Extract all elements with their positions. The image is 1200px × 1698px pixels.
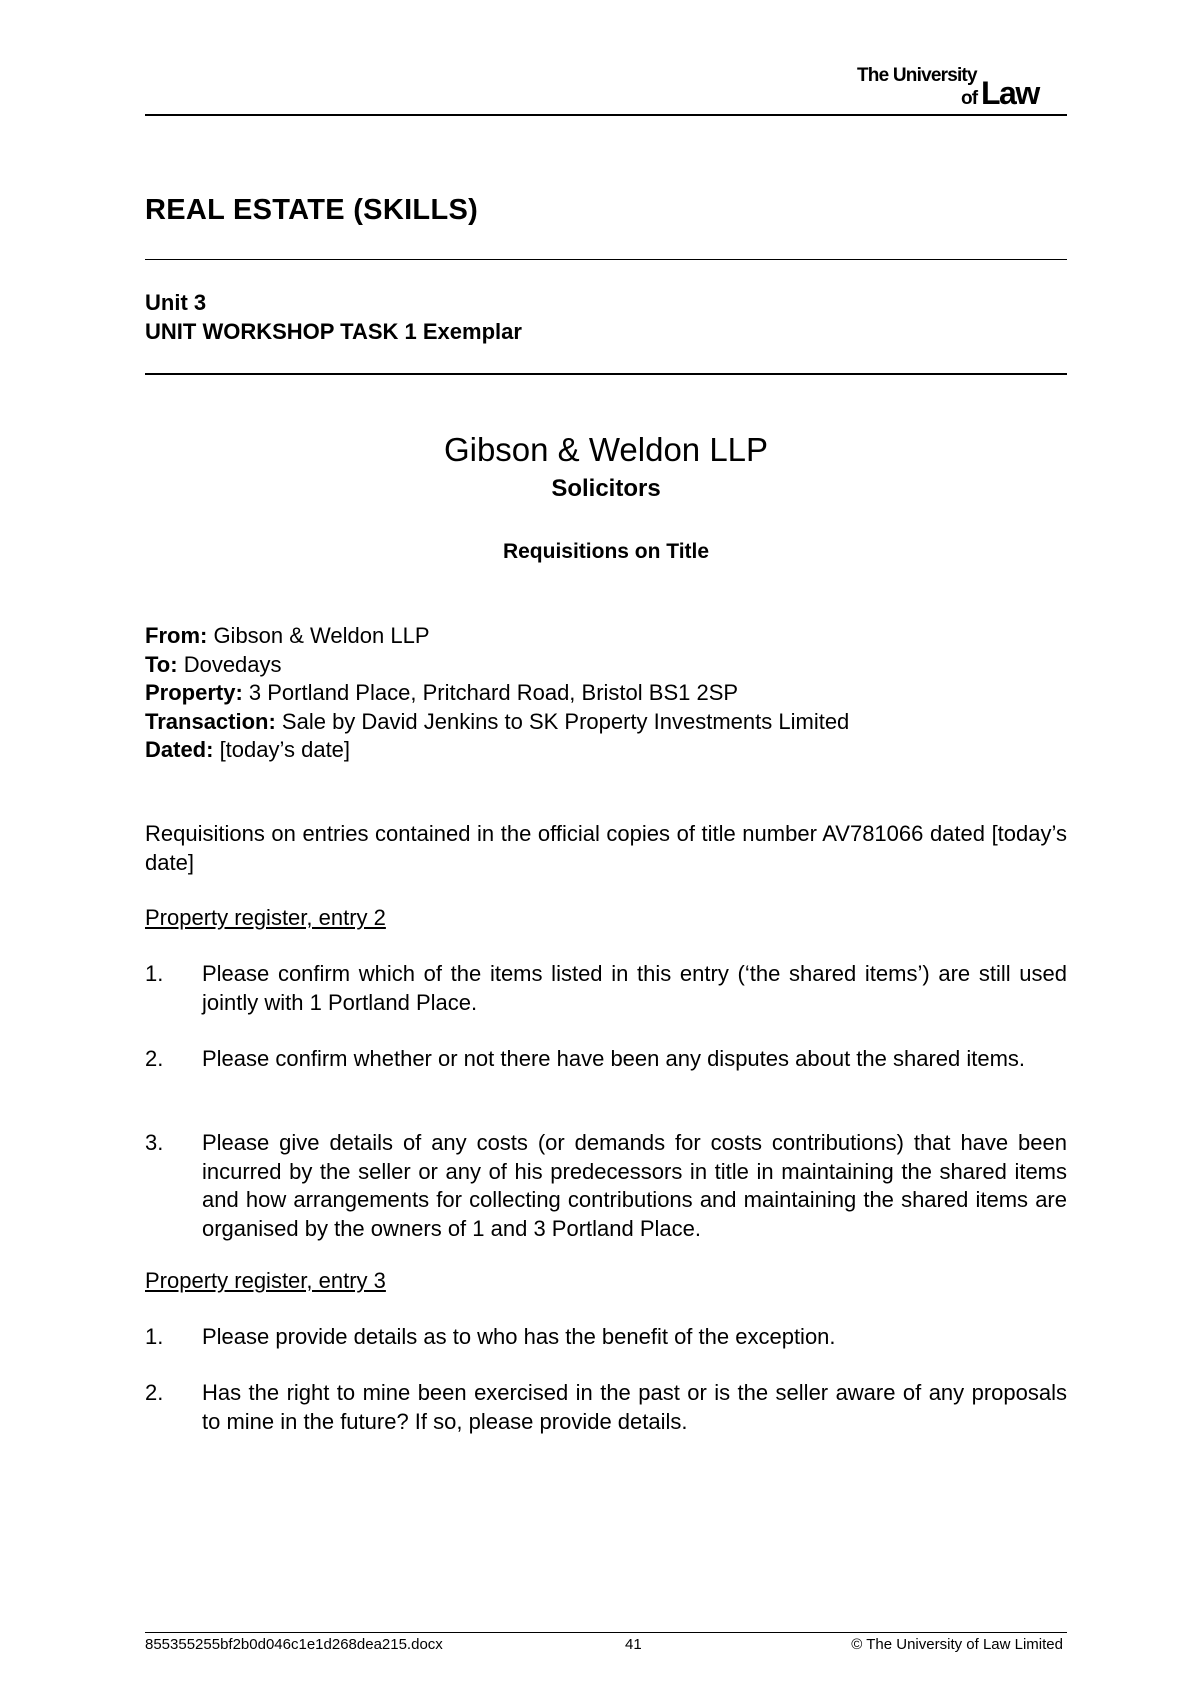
meta-value: [today’s date] (213, 737, 351, 762)
item-text: Please confirm which of the items listed in this entry (‘the shared items’) are still used jointly with 1 Portland Place. (202, 961, 1067, 1015)
university-logo (857, 64, 1067, 108)
item-text: Please confirm whether or not there have been any disputes about the shared items. (202, 1046, 1026, 1071)
meta-from (145, 622, 849, 651)
item-text: Please provide details as to who has the benefit of the exception. (202, 1324, 836, 1349)
item-number: 1. (145, 1324, 164, 1349)
letter-details (145, 622, 849, 765)
meta-value: Sale by David Jenkins to SK Property Investments Limited (275, 708, 850, 734)
list-item (145, 1323, 1067, 1352)
footer-page-number: 41 (625, 1636, 642, 1653)
logo-law: Law (981, 75, 1039, 108)
item-number: 1. (145, 961, 164, 986)
item-number: 3. (145, 1130, 164, 1155)
footer-filename: 855355255bf2b0d046c1e1d268dea215.docx (145, 1636, 443, 1653)
item-number: 2. (145, 1380, 164, 1405)
course-title: REAL ESTATE (SKILLS) (145, 194, 479, 226)
footer-divider (145, 1632, 1067, 1633)
section-heading: Property register, entry 2 (145, 905, 386, 930)
meta-label: To: (145, 651, 178, 677)
list-item (145, 1379, 1067, 1436)
meta-value: Dovedays (177, 651, 282, 677)
item-number: 2. (145, 1046, 164, 1071)
unit-number: Unit 3 (145, 290, 207, 315)
list-item (145, 960, 1067, 1017)
list-item (145, 1129, 1067, 1243)
intro-paragraph: Requisitions on entries contained in the official copies of title number AV781066 dated [today’s date] (145, 821, 1067, 875)
meta-label: Dated: (145, 737, 214, 762)
unit-info (145, 288, 522, 346)
document-title: Requisitions on Title (502, 540, 710, 563)
list-item (145, 1045, 1067, 1074)
meta-transaction (145, 708, 849, 737)
section-heading: Property register, entry 3 (145, 1268, 386, 1293)
footer-copyright: © The University of Law Limited (851, 1636, 1063, 1653)
item-text: Has the right to mine been exercised in the past or is the seller aware of any proposals to mine in the future? If so, please provide details. (202, 1380, 1067, 1434)
meta-property (145, 679, 849, 708)
unit-divider (145, 373, 1067, 375)
title-divider (145, 259, 1067, 260)
meta-dated (145, 736, 849, 765)
meta-label: Property: (145, 680, 243, 705)
firm-name: Gibson & Weldon LLP (443, 431, 769, 468)
logo-line1: The University (857, 65, 977, 86)
meta-to (145, 651, 849, 680)
meta-label: From: (145, 623, 208, 648)
item-text: Please give details of any costs (or demands for costs contributions) that have been incurred by the seller or any of his predecessors in title in maintaining the shared items and how arrangements for collecting contributions and maintaining the shared items are organised by the owners of 1 and 3 Portland Place. (202, 1130, 1067, 1241)
unit-task: UNIT WORKSHOP TASK 1 Exemplar (145, 319, 522, 344)
header-divider (145, 114, 1067, 116)
meta-value: 3 Portland Place, Pritchard Road, Bristol BS1 2SP (242, 680, 739, 705)
logo-of: of (961, 88, 978, 108)
firm-subtitle: Solicitors (551, 475, 661, 502)
meta-label: Transaction: (145, 708, 276, 734)
meta-value: Gibson & Weldon LLP (207, 623, 430, 648)
